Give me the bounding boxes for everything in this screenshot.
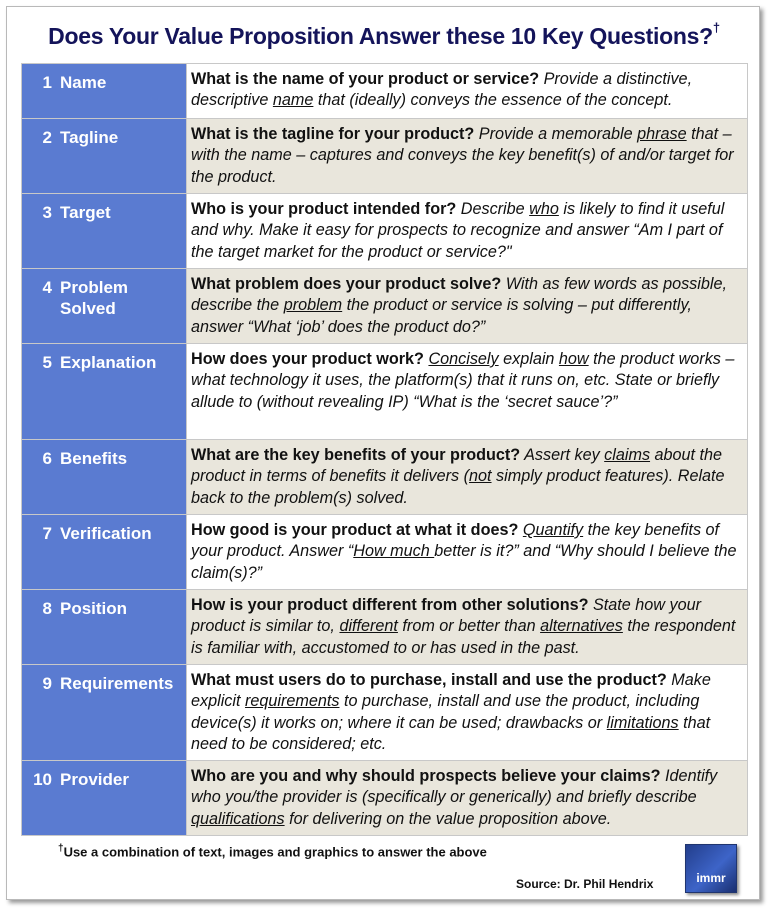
question-heading: What is the name of your product or service? xyxy=(191,70,540,88)
question-description xyxy=(187,440,748,515)
question-row xyxy=(22,440,748,515)
source-credit: Source: Dr. Phil Hendrix xyxy=(516,877,654,891)
question-label-cell xyxy=(22,761,187,836)
question-guidance: better is it?” and “Why should I believe the claim(s)?” xyxy=(191,542,737,582)
questions-table xyxy=(21,63,748,836)
question-row xyxy=(22,194,748,269)
key-term: how xyxy=(558,350,589,368)
question-description xyxy=(187,515,748,590)
question-guidance: Identify who you/the provider is (specifically or generically) and briefly describe xyxy=(191,767,718,807)
question-guidance: about the product in terms of benefits it delivers ( xyxy=(191,446,723,486)
key-term: Concisely xyxy=(428,350,499,368)
question-guidance: that (ideally) conveys the essence of the concept. xyxy=(313,91,673,110)
question-label: Tagline xyxy=(60,128,119,147)
question-label: Position xyxy=(60,599,128,618)
question-guidance: the product works – what technology it uses, the platform(s) that it runs on, etc. State or briefly allude to (without revealing IP) “What is the ‘secret sauce’?” xyxy=(191,350,735,411)
question-heading: What problem does your product solve? xyxy=(191,275,502,293)
immr-logo xyxy=(685,844,737,893)
question-description xyxy=(187,344,748,440)
footnote xyxy=(58,843,487,859)
key-term: different xyxy=(339,617,398,636)
question-label: Name xyxy=(60,73,107,92)
question-guidance: the product or service is solving – put differently, answer “What ‘job’ does the product do?” xyxy=(191,296,692,336)
question-guidance: the respondent is familiar with, accustomed to or has used in the past. xyxy=(191,617,736,657)
question-heading: Who is your product intended for? xyxy=(191,200,457,218)
key-term: limitations xyxy=(606,713,679,732)
question-guidance: Provide a memorable xyxy=(474,125,638,143)
question-guidance: for delivering on the value proposition above. xyxy=(284,809,612,828)
question-row xyxy=(22,515,748,590)
question-description xyxy=(187,590,748,665)
question-number: 3 xyxy=(42,203,52,222)
question-label-cell xyxy=(22,515,187,590)
question-label-cell xyxy=(22,344,187,440)
question-number: 5 xyxy=(42,353,52,372)
key-term: not xyxy=(469,467,492,486)
question-guidance: With as few words as possible, describe the xyxy=(191,275,727,315)
question-heading: How good is your product at what it does? xyxy=(191,521,519,539)
key-term: who xyxy=(529,200,559,218)
question-guidance: State how your product is similar to, xyxy=(191,596,701,636)
question-row xyxy=(22,761,748,836)
question-number: 1 xyxy=(42,73,52,92)
question-guidance: Make explicit xyxy=(191,671,711,711)
question-number: 6 xyxy=(42,449,52,468)
question-number: 10 xyxy=(33,770,52,789)
question-number: 7 xyxy=(42,524,52,543)
footnote-dagger: † xyxy=(58,843,64,854)
key-term: phrase xyxy=(637,125,687,143)
question-heading: What are the key benefits of your product? xyxy=(191,446,521,464)
key-term: requirements xyxy=(244,692,340,711)
question-guidance: from or better than xyxy=(397,617,541,636)
title-text: Does Your Value Proposition Answer these 10 Key Questions? xyxy=(48,23,713,49)
question-row xyxy=(22,590,748,665)
question-label: Problem Solved xyxy=(60,278,129,318)
question-number: 8 xyxy=(42,599,52,618)
question-label-cell xyxy=(22,440,187,515)
question-guidance: to purchase, install and use the product, including device(s) it works on; where it can be used; drawbacks or xyxy=(191,692,700,732)
question-label-cell xyxy=(22,64,187,119)
question-guidance: explain xyxy=(498,350,559,368)
question-label-cell xyxy=(22,590,187,665)
question-heading: Who are you and why should prospects believe your claims? xyxy=(191,767,661,785)
question-label-cell xyxy=(22,119,187,194)
key-term: name xyxy=(272,91,314,110)
question-description xyxy=(187,64,748,119)
question-row xyxy=(22,269,748,344)
key-term: alternatives xyxy=(540,617,623,636)
question-row xyxy=(22,344,748,440)
question-description xyxy=(187,194,748,269)
question-label: Target xyxy=(60,203,111,222)
question-guidance: simply product features). Relate back to the problem(s) solved. xyxy=(191,467,725,507)
question-heading: What is the tagline for your product? xyxy=(191,125,475,143)
question-label: Provider xyxy=(60,770,129,789)
key-term: Quantify xyxy=(522,521,584,539)
question-label-cell xyxy=(22,665,187,761)
question-number: 2 xyxy=(42,128,52,147)
question-guidance: Provide a distinctive, descriptive xyxy=(191,70,693,110)
question-label-cell xyxy=(22,194,187,269)
question-guidance: that – with the name – captures and conveys the key benefit(s) of and/or target for the product. xyxy=(191,125,734,186)
question-row xyxy=(22,64,748,119)
question-description xyxy=(187,119,748,194)
question-label: Explanation xyxy=(60,353,157,372)
question-description xyxy=(187,269,748,344)
question-heading: How is your product different from other solutions? xyxy=(191,596,589,614)
key-term: qualifications xyxy=(191,809,285,828)
key-term: How much xyxy=(353,542,435,561)
question-guidance: that need to be considered; etc. xyxy=(191,713,711,753)
question-number: 9 xyxy=(42,674,52,693)
question-row xyxy=(22,119,748,194)
question-description xyxy=(187,665,748,761)
key-term: claims xyxy=(604,446,651,464)
question-guidance: the key benefits of your product. Answer “ xyxy=(191,521,720,561)
logo-text: immr xyxy=(696,871,726,885)
page-title xyxy=(0,20,768,50)
question-label: Verification xyxy=(60,524,152,543)
question-guidance: Describe xyxy=(456,200,530,218)
question-guidance: is likely to find it useful and why. Make it easy for prospects to recognize and answer “Am I part of the target market for the product or service?" xyxy=(191,200,725,261)
question-row xyxy=(22,665,748,761)
question-guidance: Assert key xyxy=(520,446,605,464)
question-label: Requirements xyxy=(60,674,174,693)
question-heading: How does your product work? xyxy=(191,350,424,368)
question-number: 4 xyxy=(42,278,52,297)
question-heading: What must users do to purchase, install and use the product? xyxy=(191,671,667,689)
question-label-cell xyxy=(22,269,187,344)
key-term: problem xyxy=(283,296,343,315)
question-label: Benefits xyxy=(60,449,128,468)
question-description xyxy=(187,761,748,836)
footnote-text: Use a combination of text, images and graphics to answer the above xyxy=(63,844,487,860)
title-dagger: † xyxy=(712,20,720,35)
